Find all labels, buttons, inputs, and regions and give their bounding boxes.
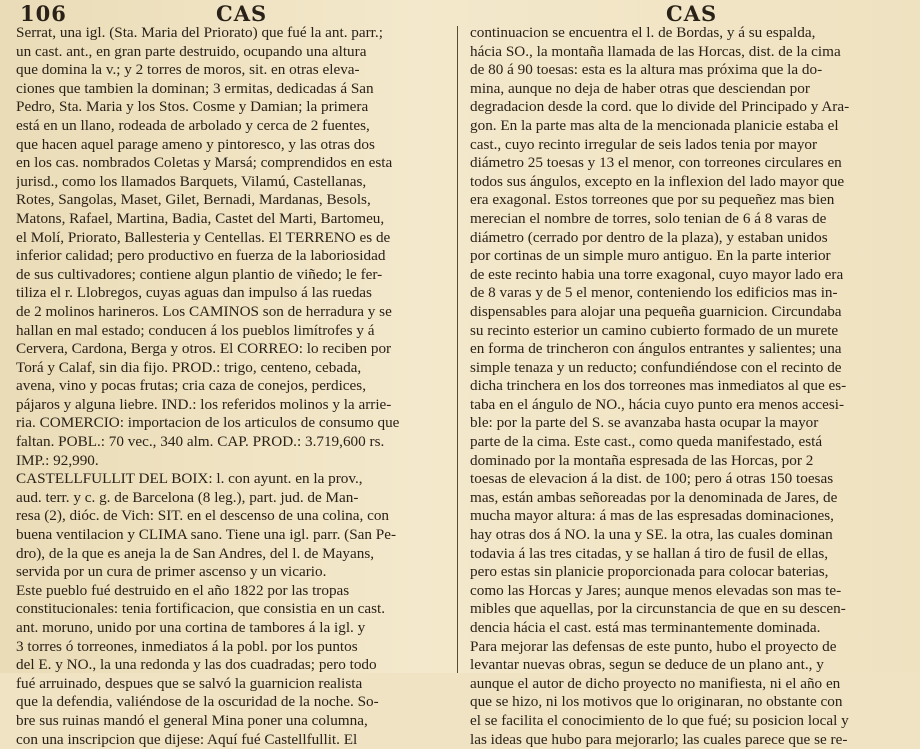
text-line: servida por un cura de primer ascenso y un vicario. — [16, 563, 327, 581]
text-line: IMP.: 92,990. — [16, 451, 99, 469]
text-line: dicha trinchera en los dos torreones mas inmediatos al que es- — [470, 377, 847, 395]
text-line: en forma de trincheron con ángulos entrantes y salientes; una — [470, 340, 842, 358]
text-line: del E. y NO., la una redonda y las dos cuadradas; pero todo — [16, 656, 377, 674]
page-number: 106 — [20, 1, 67, 26]
running-head-left: CAS — [216, 1, 268, 26]
text-line: Serrat, una igl. (Sta. Maria del Priorato) que fué la ant. parr.; — [16, 24, 383, 41]
text-line: fué arruinado, despues que se salvó la guarnicion realista — [16, 674, 363, 692]
text-line: pero estas sin planicie proporcionada para colocar baterias, — [470, 563, 829, 581]
text-line: 3 torres ó torreones, inmediatos á la pobl. por los puntos — [16, 637, 358, 655]
text-line: taba en el ángulo de NO., hácia cuyo punto era menos accesi- — [470, 395, 845, 413]
text-line: de este recinto habia una torre exagonal, cuyo mayor lado era — [470, 265, 844, 283]
text-line: Para mejorar las defensas de este punto, hubo el proyecto de — [470, 637, 837, 655]
text-line: buena ventilacion y CLIMA sano. Tiene una igl. parr. (San Pe- — [16, 526, 397, 544]
text-line: CASTELLFULLIT DEL BOIX: l. con ayunt. en la prov., — [16, 470, 363, 488]
text-line: las ideas que hubo para mejorarlo; las cuales parece que se re- — [470, 730, 848, 748]
text-line: de 80 á 90 toesas: esta es la altura mas próxima que la do- — [470, 61, 823, 79]
text-line: dominado por la montaña espresada de las Horcas, por 2 — [470, 451, 814, 469]
text-line: el se facilita el conocimiento de lo que fué; su posicion local y — [470, 711, 849, 729]
text-line: cast., cuyo recinto irregular de seis lados tenia por mayor — [470, 135, 818, 153]
text-line: parte de la cima. Este cast., como queda manifestado, está — [470, 433, 823, 451]
text-line: como las Horcas y Jares; aunque menos elevadas son mas te- — [470, 581, 842, 599]
text-line: pájaros y alguna liebre. IND.: los referidos molinos y la arrie- — [16, 395, 392, 413]
text-line: el Molí, Priorato, Ballesteria y Centellas. El TERRENO es de — [16, 228, 391, 246]
text-line: simple tenaza y un reducto; confundiéndose con el recinto de — [470, 358, 842, 376]
text-line: que domina la v.; y 2 torres de moros, sit. en otras eleva- — [16, 61, 360, 79]
text-line: hallan en mal estado; conducen á los pueblos limítrofes y á — [16, 321, 375, 339]
text-line: era exagonal. Estos torreones que por su pequeñez mas bien — [470, 191, 835, 209]
text-line: en los cas. nombrados Coletas y Marsá; comprendidos en esta — [16, 154, 393, 172]
text-line: dispensables para alojar una pequeña guarnicion. Circundaba — [470, 302, 842, 320]
left-column — [16, 24, 454, 749]
text-line: que se hizo, ni los motivos que lo originaran, no obstante con — [470, 693, 843, 711]
text-line: de 8 varas y de 5 el menor, conteniendo los edificios mas in- — [470, 284, 838, 302]
text-line: está en un llano, rodeada de arbolado y cerca de 2 fuentes, — [16, 116, 370, 134]
text-line: un cast. ant., en gran parte destruido, ocupando una altura — [16, 42, 367, 60]
text-line: Este pueblo fué destruido en el año 1822 por las tropas — [16, 581, 350, 599]
text-line: todavia á las tres citadas, y se hallan á tiro de fusil de ellas, — [470, 544, 829, 562]
text-line: dro), de la que es aneja la de San Andres, del l. de Mayans, — [16, 544, 375, 562]
column-divider — [457, 26, 458, 673]
text-line: hay otras dos á NO. la una y SE. la otra, las cuales dominan — [470, 526, 833, 544]
text-line: ciones que tambien la dominan; 3 ermitas, dedicadas á San — [16, 79, 374, 97]
text-line: Matons, Rafael, Martina, Badia, Castet del Marti, Bartomeu, — [16, 209, 385, 227]
text-line: Rotes, Sangolas, Maset, Gilet, Bernadi, Mardanas, Besols, — [16, 191, 371, 209]
text-line: mina, aunque no deja de haber otras que desciendan por — [470, 79, 810, 97]
text-line: su recinto esterior un camino cubierto formado de un murete — [470, 321, 839, 339]
text-line: constitucionales: tenia fortificacion, que consistia en un cast. — [16, 600, 386, 618]
text-line: ble: por la parte del S. se avanzaba hasta ocupar la mayor — [470, 414, 819, 432]
text-line: aunque el autor de dicho proyecto no manifiesta, ni el año en — [470, 674, 841, 692]
text-line: continuacion se encuentra el l. de Bordas, y á su espalda, — [470, 24, 816, 41]
text-line: con una inscripcion que dijese: Aquí fué Castellfullit. El — [16, 730, 358, 748]
text-line: toesas de elevacion á la dist. de 100; pero á otras 150 toesas — [470, 470, 834, 488]
text-line: bre sus ruinas mandó el general Mina poner una columna, — [16, 711, 368, 729]
text-line: mucha mayor altura: á mas de las espresadas dominaciones, — [470, 507, 834, 525]
text-line: que hacen aquel parage ameno y pintoresco, y las otras dos — [16, 135, 375, 153]
text-line: aud. terr. y c. g. de Barcelona (8 leg.), part. jud. de Man- — [16, 488, 359, 506]
text-line: de 2 molinos harineros. Los CAMINOS son de herradura y se — [16, 302, 392, 320]
text-line: diámetro 25 toesas y 13 el menor, con torreones circulares en — [470, 154, 842, 172]
text-line: hácia SO., la montaña llamada de las Horcas, dist. de la cima — [470, 42, 841, 60]
text-line: de sus cultivadores; contiene algun plantio de viñedo; le fer- — [16, 265, 383, 283]
text-line: mibles que aquellas, por la circunstancia de que en su descen- — [470, 600, 846, 618]
text-line: gon. En la parte mas alta de la mencionada planicie estaba el — [470, 116, 839, 134]
text-line: ant. moruno, unido por una cortina de tambores á la igl. y — [16, 619, 366, 636]
text-line: merecian el nombre de torres, solo tenian de 6 á 8 varas de — [470, 209, 827, 227]
text-line: avena, vino y pocas frutas; cria caza de conejos, perdices, — [16, 377, 366, 395]
text-line: diámetro (cerrado por dentro de la plaza), y estaban unidos — [470, 228, 828, 246]
text-line: resa (2), dióc. de Vich: SIT. en el descenso de una colina, con — [16, 507, 390, 525]
text-line: Pedro, Sta. Maria y los Stos. Cosme y Damian; la primera — [16, 98, 369, 116]
text-line: Torá y Calaf, sin dia fijo. PROD.: trigo, centeno, cebada, — [16, 358, 362, 376]
text-line: jurisd., como los llamados Barquets, Vilamú, Castellanas, — [16, 172, 367, 190]
text-line: que la defendia, valiéndose de la oscuridad de la noche. So- — [16, 693, 379, 711]
right-column — [470, 24, 906, 749]
text-line: todos sus ángulos, excepto en la inflexion del lado mayor que — [470, 172, 845, 190]
text-line: Cervera, Cardona, Berga y otros. El CORREO: lo reciben por — [16, 340, 392, 358]
text-line: inferior calidad; pero productivo en fuerza de la laboriosidad — [16, 247, 386, 265]
text-line: por cortinas de un simple muro antiguo. En la parte interior — [470, 247, 831, 265]
text-line: ria. COMERCIO: importacion de los articulos de consumo que — [16, 414, 400, 432]
text-line: levantar nuevas obras, segun se deduce de un plano ant., y — [470, 656, 824, 674]
text-line: mas, están ambas señoreadas por la denominada de Jares, de — [470, 488, 838, 506]
running-head-right: CAS — [666, 1, 718, 26]
text-line: faltan. POBL.: 70 vec., 340 alm. CAP. PROD.: 3.719,600 rs. — [16, 433, 385, 451]
text-line: degradacion desde la cord. que lo divide del Principado y Ara- — [470, 98, 850, 116]
text-line: dencia hácia el cast. está mas terminantemente dominada. — [470, 619, 821, 636]
text-line: tiliza el r. Llobregos, cuyas aguas dan impulso á las ruedas — [16, 284, 372, 302]
